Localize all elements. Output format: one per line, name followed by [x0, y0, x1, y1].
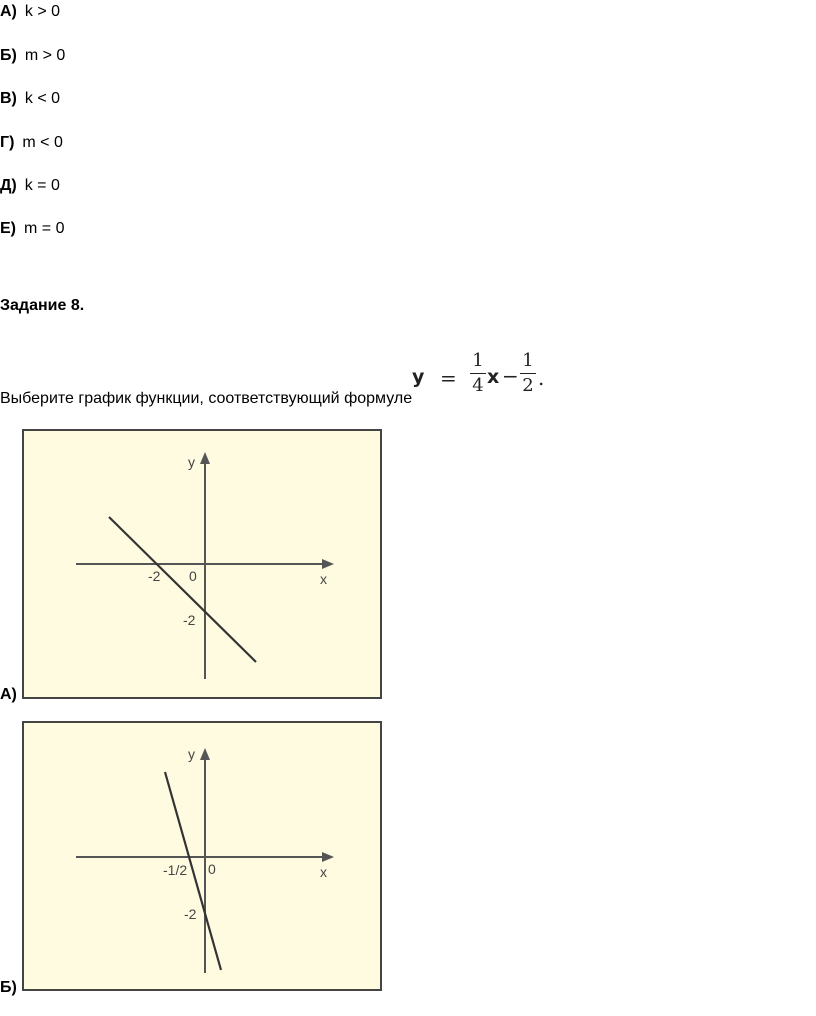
option-v [0, 89, 60, 109]
option-a [0, 2, 60, 22]
graph-a-plot [24, 431, 380, 697]
x-axis-arrow [322, 852, 334, 862]
y-tick-label: -2 [184, 906, 197, 922]
y-axis-arrow [200, 452, 210, 464]
graph-a-label: А) [0, 686, 17, 703]
fraction-denominator: 4 [472, 375, 484, 396]
fraction-numerator: 1 [472, 350, 484, 371]
y-axis-label: y [188, 454, 195, 470]
fraction-denominator: 2 [522, 375, 534, 396]
formula-minus: − [502, 364, 519, 388]
option-letter: В) [0, 90, 17, 107]
option-text: k > 0 [24, 3, 61, 20]
y-tick-label: -2 [183, 612, 196, 628]
task-prompt: Выберите график функции, соответствующий формуле [0, 390, 413, 407]
x-axis-label: x [320, 571, 327, 587]
graph-b[interactable] [22, 721, 382, 991]
option-e [0, 219, 64, 239]
origin-label: 0 [208, 861, 216, 877]
formula-variable: x [487, 366, 500, 388]
option-letter: А) [0, 3, 17, 20]
option-letter: Б) [0, 47, 17, 64]
option-letter: Е) [0, 220, 16, 237]
option-letter: Г) [0, 134, 15, 151]
fraction-bar [470, 373, 486, 374]
option-text: k = 0 [24, 177, 60, 194]
formula-period: . [538, 366, 545, 390]
fraction-numerator: 1 [522, 350, 534, 371]
graph-b-label: Б) [0, 979, 17, 996]
origin-label: 0 [189, 568, 197, 584]
formula-equals: = [440, 366, 457, 390]
option-g [0, 133, 63, 153]
x-tick-label: -1/2 [163, 862, 188, 878]
option-text: m < 0 [22, 134, 63, 151]
formula-fraction-1 [470, 350, 486, 397]
formula-fraction-2 [520, 350, 536, 397]
x-axis-arrow [322, 559, 334, 569]
graph-a[interactable] [22, 429, 382, 699]
x-tick-label: -2 [148, 568, 161, 584]
y-axis-arrow [200, 748, 210, 760]
option-letter: Д) [0, 177, 17, 194]
fraction-bar [520, 373, 536, 374]
option-d [0, 176, 60, 196]
y-axis-label: y [188, 746, 195, 762]
option-b [0, 46, 65, 66]
graph-b-plot [24, 723, 380, 989]
option-text: m = 0 [24, 220, 65, 237]
function-line [109, 517, 256, 662]
x-axis-label: x [320, 864, 327, 880]
option-text: k < 0 [24, 90, 61, 107]
formula-lhs: y [412, 366, 425, 388]
option-text: m > 0 [24, 47, 66, 64]
task-title: Задание 8. [0, 297, 85, 314]
